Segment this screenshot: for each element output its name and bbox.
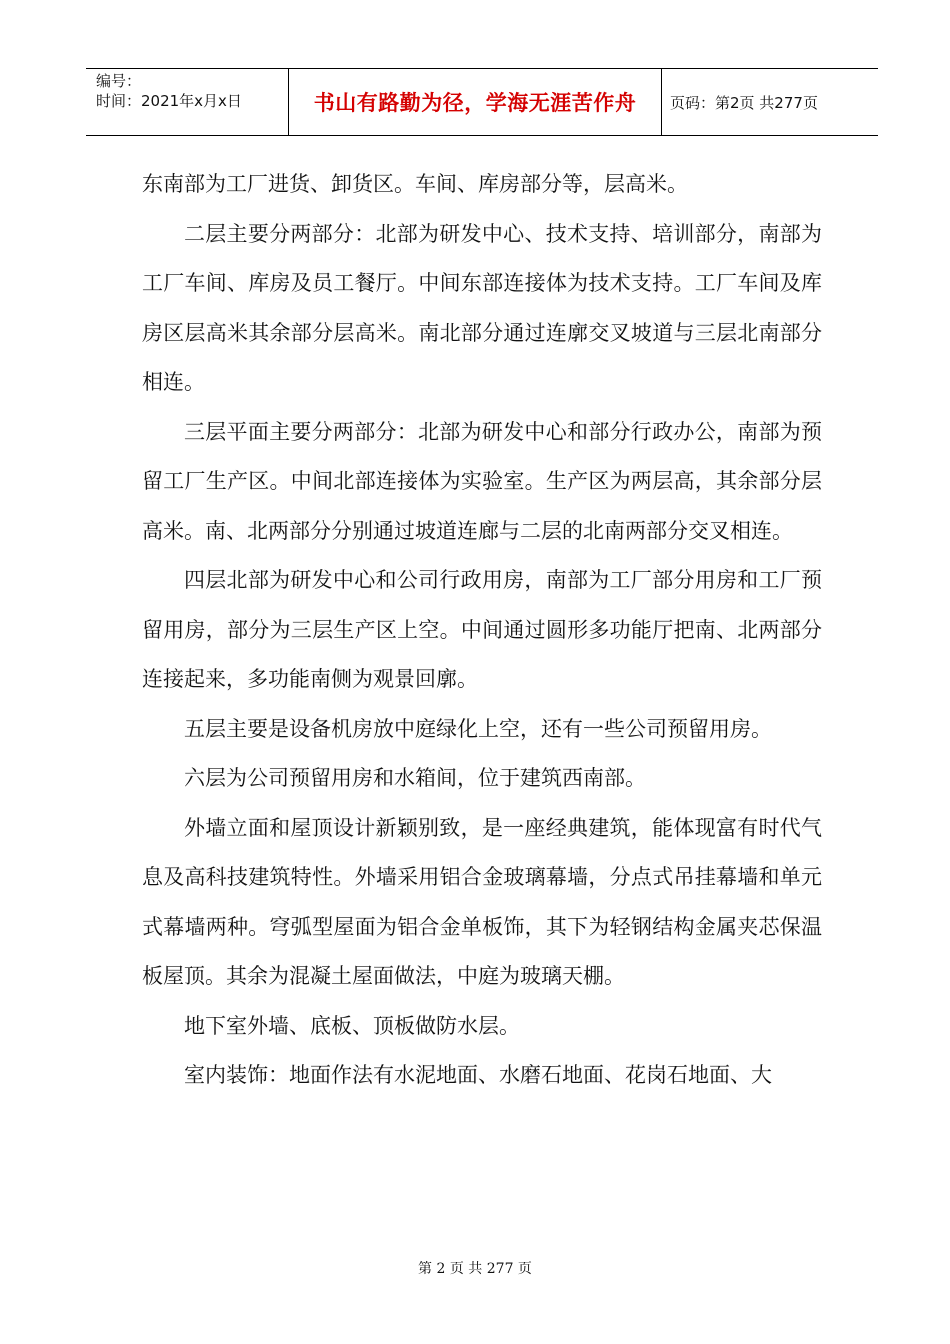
serial-label: 编号： <box>96 72 142 90</box>
paragraph-6: 六层为公司预留用房和水箱间，位于建筑西南部。 <box>184 766 646 790</box>
paragraph-5: 五层主要是设备机房放中庭绿化上空，还有一些公司预留用房。 <box>184 716 772 741</box>
document-header <box>86 68 878 136</box>
paragraph-3: 三层平面主要分两部分：北部为研发中心和部分行政办公，南部为预留工厂生产区。中间北部连接体为实验室。生产区为两层高，其余部分层高米。南、北两部分分别通过坡道连廊与二层的北南两部分交叉相连。 <box>142 419 822 543</box>
time-label: 时间：2021年x月x日 <box>96 92 242 110</box>
header-page-info: 页码：第2页 共277页 <box>670 93 818 112</box>
paragraph-4: 四层北部为研发中心和公司行政用房，南部为工厂部分用房和工厂预留用房，部分为三层生产区上空。中间通过圆形多功能厅把南、北两部分连接起来，多功能南侧为观景回廓。 <box>142 568 822 691</box>
paragraph-8: 地下室外墙、底板、顶板做防水层。 <box>184 1013 520 1038</box>
header-motto: 书山有路勤为径，学海无涯苦作舟 <box>288 69 662 135</box>
header-meta-cell <box>86 69 288 135</box>
paragraph-9: 室内装饰：地面作法有水泥地面、水磨石地面、花岗石地面、大 <box>184 1063 772 1087</box>
page-footer: 第 2 页 共 277 页 <box>418 1261 532 1277</box>
paragraph-1: 东南部为工厂进货、卸货区。车间、库房部分等，层高米。 <box>142 172 688 196</box>
document-body <box>142 160 822 1101</box>
paragraph-7: 外墙立面和屋顶设计新颖别致，是一座经典建筑，能体现富有时代气息及高科技建筑特性。外墙采用铝合金玻璃幕墙，分点式吊挂幕墙和单元式幕墙两种。穹弧型屋面为铝合金单板饰，其下为轻钢结构金属夹芯保温板屋顶。其余为混凝土屋面做法，中庭为玻璃天棚。 <box>142 815 822 988</box>
paragraph-2: 二层主要分两部分：北部为研发中心、技术支持、培训部分，南部为工厂车间、库房及员工餐厅。中间东部连接体为技术支持。工厂车间及库房区层高米其余部分层高米。南北部分通过连廓交叉坡道与三层北南部分相连。 <box>142 221 822 394</box>
